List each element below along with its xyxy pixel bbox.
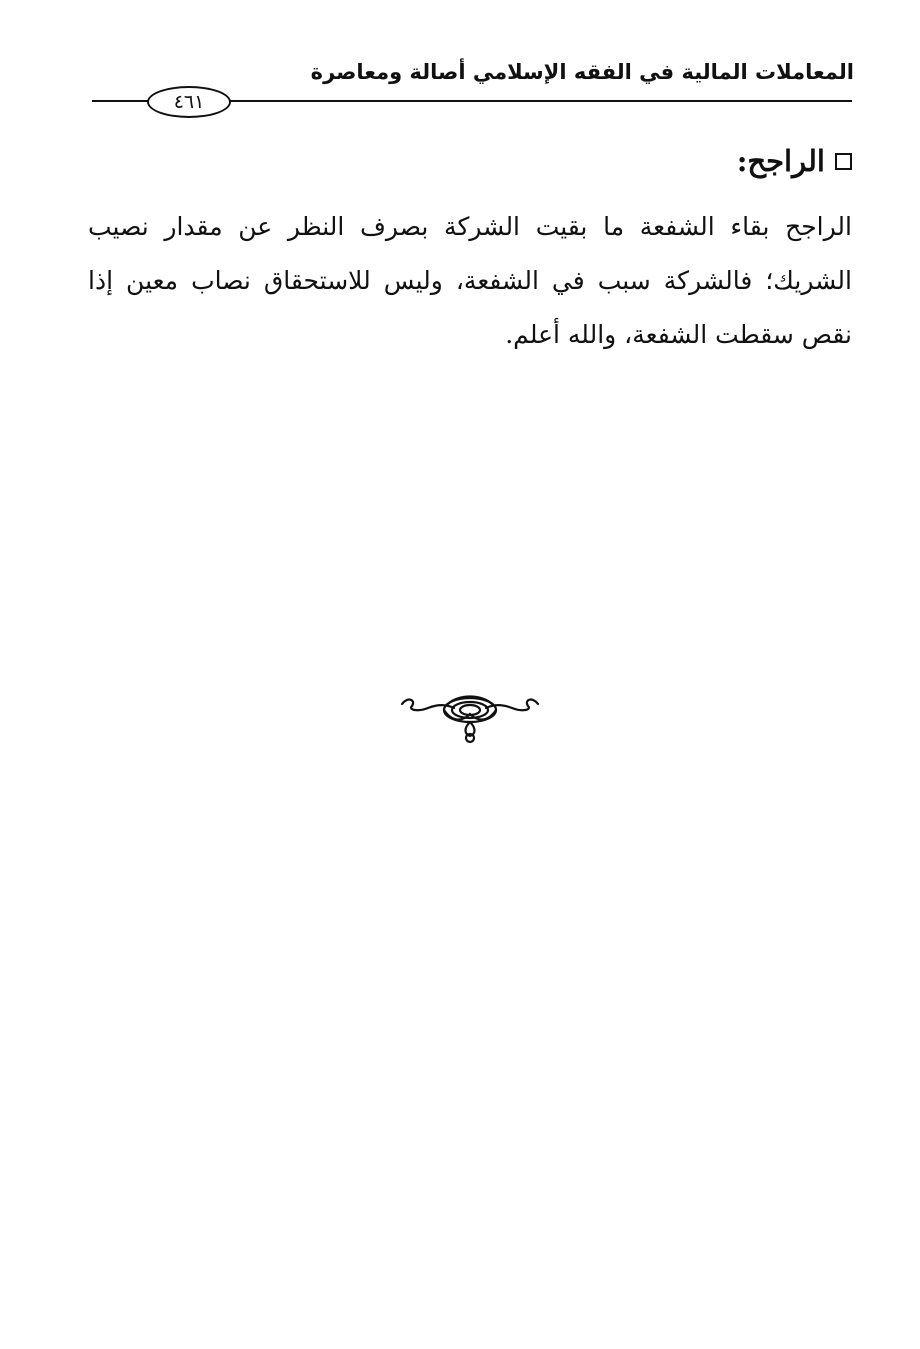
section-heading-text: الراجح: [736,144,825,178]
floral-ornament-icon [398,690,542,746]
running-title: المعاملات المالية في الفقه الإسلامي أصالة ومعاصرة [310,60,854,84]
page-number: ٤٦١ [147,86,231,118]
body-paragraph-block [88,200,852,362]
section-heading [737,144,852,178]
square-bullet-icon [835,153,852,170]
body-paragraph: الراجح بقاء الشفعة ما بقيت الشركة بصرف النظر عن مقدار نصيب الشريك؛ فالشركة سبب في الشفعة، وليس للاستحقاق نصاب معين إذا نقص سقطت الشفعة، والله أعلم. [88,212,852,349]
